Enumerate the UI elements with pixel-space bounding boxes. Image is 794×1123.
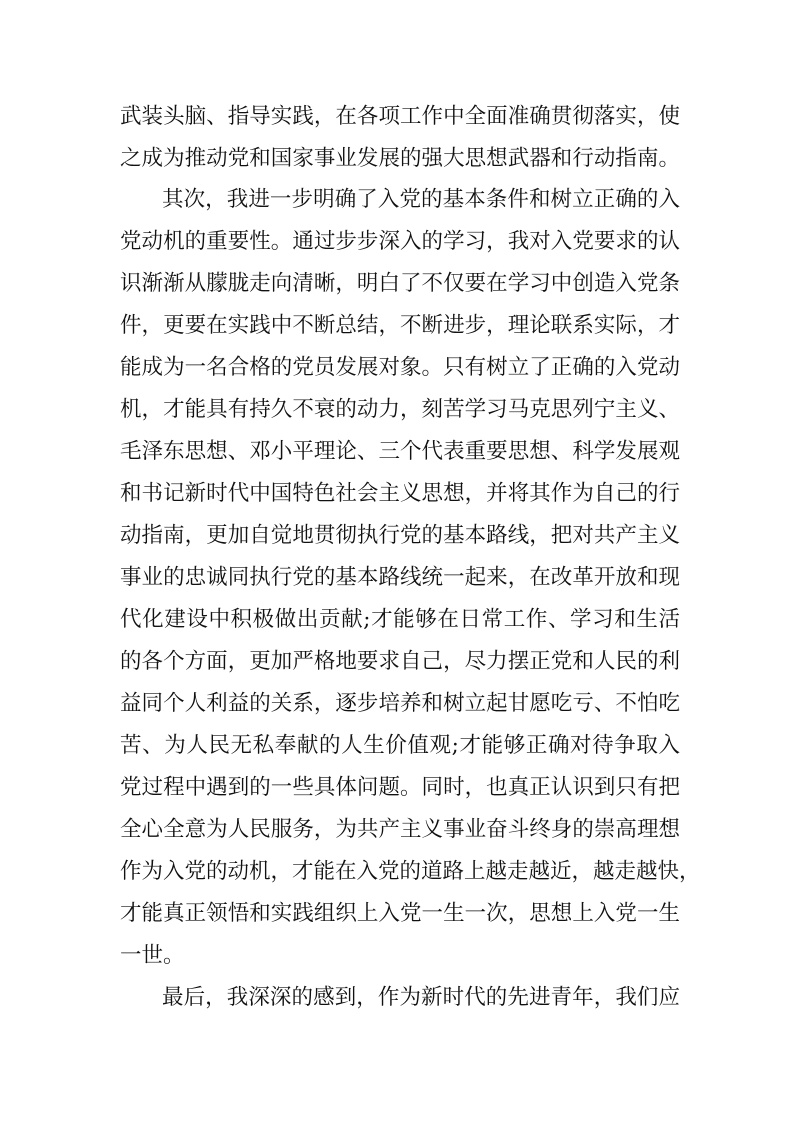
paragraph-end-line: 一世。 [120, 943, 185, 968]
text-line: 毛泽东思想、邓小平理论、三个代表重要思想、科学发展观 [120, 439, 680, 464]
text-line: 党动机的重要性。通过步步深入的学习，我对入党要求的认 [120, 229, 680, 254]
text-line: 的各个方面，更加严格地要求自己，尽力摆正党和人民的利 [120, 649, 680, 674]
text-line: 机，才能具有持久不衰的动力，刻苦学习马克思列宁主义、 [120, 397, 680, 422]
text-line: 全心全意为人民服务，为共产主义事业奋斗终身的崇高理想 [120, 817, 680, 842]
text-line: 武装头脑、指导实践，在各项工作中全面准确贯彻落实，使 [120, 104, 680, 129]
paragraph-start-line: 最后，我深深的感到，作为新时代的先进青年，我们应 [162, 985, 680, 1010]
text-line: 苦、为人民无私奉献的人生价值观;才能够正确对待争取入 [120, 733, 680, 758]
text-line: 识渐渐从朦胧走向清晰，明白了不仅要在学习中创造入党条 [120, 271, 680, 296]
paragraph-start-line: 其次，我进一步明确了入党的基本条件和树立正确的入 [162, 187, 680, 212]
text-line: 党过程中遇到的一些具体问题。同时，也真正认识到只有把 [120, 775, 680, 800]
text-line: 件，更要在实践中不断总结，不断进步，理论联系实际，才 [120, 313, 680, 338]
text-line: 和书记新时代中国特色社会主义思想，并将其作为自己的行 [120, 481, 680, 506]
text-line: 能成为一名合格的党员发展对象。只有树立了正确的入党动 [120, 355, 680, 380]
text-line: 才能真正领悟和实践组织上入党一生一次，思想上入党一生 [120, 901, 680, 926]
text-line: 之成为推动党和国家事业发展的强大思想武器和行动指南。 [120, 146, 680, 171]
text-line: 益同个人利益的关系，逐步培养和树立起甘愿吃亏、不怕吃 [120, 691, 680, 716]
text-line: 代化建设中积极做出贡献;才能够在日常工作、学习和生活 [120, 607, 680, 632]
text-line: 事业的忠诚同执行党的基本路线统一起来，在改革开放和现 [120, 565, 680, 590]
text-line: 作为入党的动机，才能在入党的道路上越走越近，越走越快， [120, 859, 701, 884]
text-line: 动指南，更加自觉地贯彻执行党的基本路线，把对共产主义 [120, 523, 680, 548]
